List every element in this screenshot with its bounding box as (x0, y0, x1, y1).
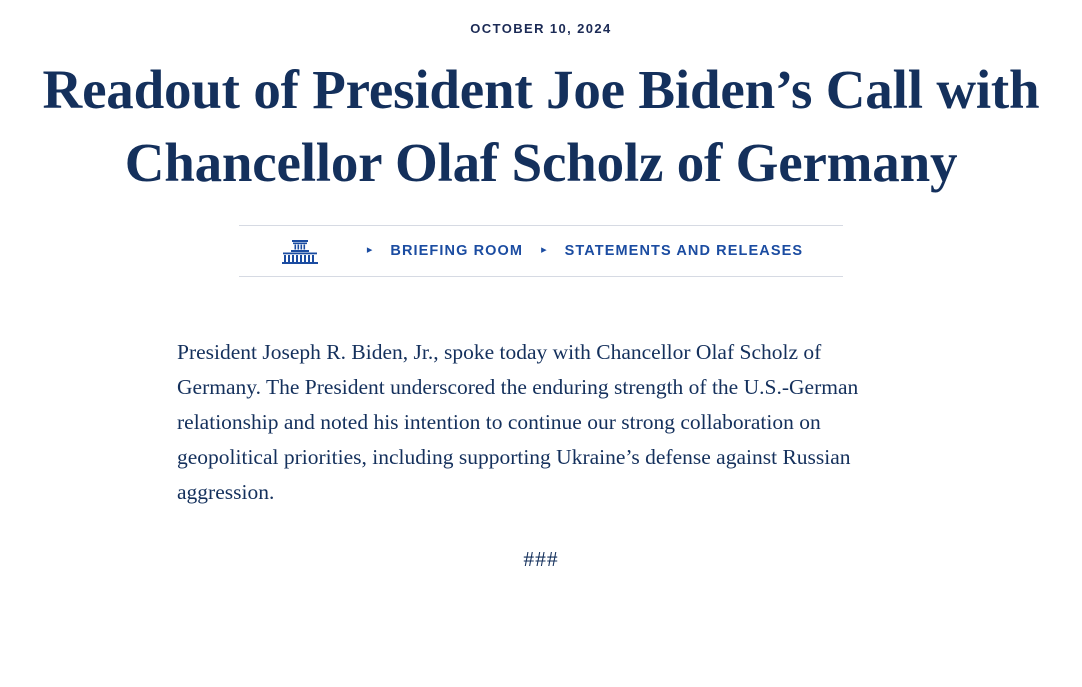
end-mark: ### (523, 547, 559, 572)
article-body: President Joseph R. Biden, Jr., spoke today with Chancellor Olaf Scholz of Germany. The President underscored the enduring strength of the U.S.-German relationship and noted his intention to continue our strong collaboration on geopolitical priorities, including supporting Ukraine’s defense against Russian aggression. (177, 340, 859, 504)
breadcrumb-separator-1: ▸ (366, 243, 373, 256)
white-house-icon[interactable] (279, 238, 321, 264)
breadcrumb-item-statements-and-releases[interactable]: STATEMENTS AND RELEASES (564, 243, 804, 260)
publish-date: OCTOBER 10, 2024 (470, 21, 612, 36)
breadcrumb (239, 225, 843, 277)
breadcrumb-item-briefing-room[interactable]: BRIEFING ROOM (390, 243, 524, 260)
page-title: Readout of President Joe Biden’s Call with Chancellor Olaf Scholz of Germany (42, 59, 1040, 193)
article-page (0, 21, 1082, 687)
breadcrumb-separator-2: ▸ (541, 243, 547, 256)
